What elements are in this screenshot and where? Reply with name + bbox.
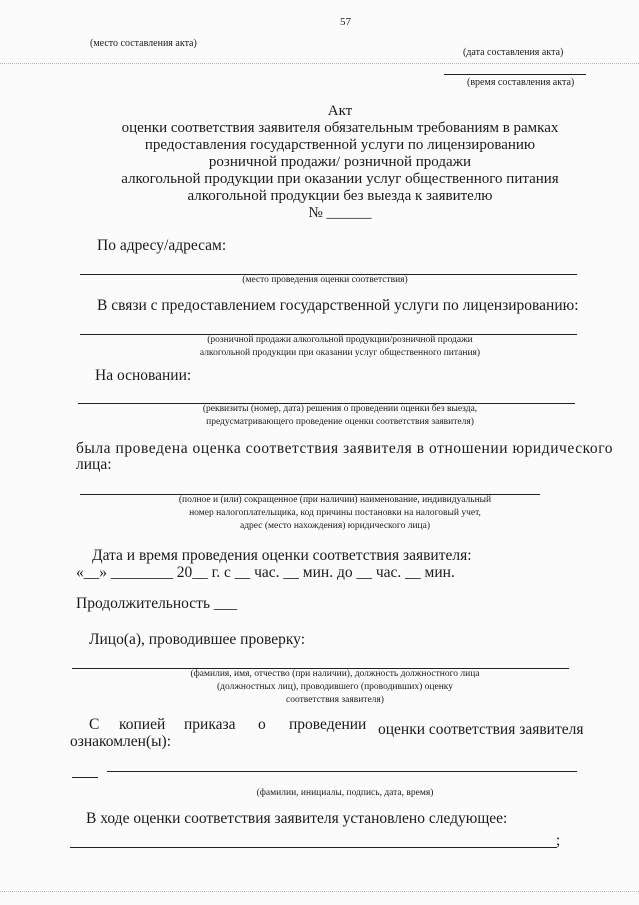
header-rule (0, 63, 639, 64)
entity-caption-line-1: (полное и (или) сокращенное (при наличии) наименование, индивидуальный (178, 495, 492, 505)
date-caption: (дата составления акта) (463, 47, 564, 58)
order-caption: (фамилии, инициалы, подпись, дата, время) (256, 788, 434, 798)
order-word-5: проведении (289, 716, 367, 733)
time-caption: (время составления акта) (467, 77, 575, 88)
service-caption-line-2: алкогольной продукции при оказании услуг общественного питания) (199, 348, 481, 358)
place-caption: (место составления акта) (90, 38, 197, 49)
title-line-6: алкогольной продукции без выезда к заявителю (187, 188, 493, 204)
title-line-5: алкогольной продукции при оказании услуг общественного питания (121, 171, 559, 187)
order-word-4: о (258, 716, 266, 733)
title-line-2: оценки соответствия заявителя обязательным требованиям в рамках (121, 120, 559, 136)
order-word-2: копией (119, 716, 166, 733)
order-line-2: ознакомлен(ы): (70, 733, 172, 750)
entity-caption (150, 494, 520, 533)
order-short-line (72, 777, 98, 778)
datetime-label: Дата и время проведения оценки соответствия заявителя: (92, 547, 472, 564)
service-caption (160, 334, 520, 360)
title-line-3: предоставления государственной услуги по лицензированию (144, 137, 536, 153)
entity-caption-line-3: адрес (место нахождения) юридического лица) (240, 521, 430, 531)
title-line-7: № ______ (308, 205, 372, 221)
page-number: 57 (340, 16, 351, 28)
findings-label: В ходе оценки соответствия заявителя установлено следующее: (86, 810, 508, 827)
inspector-caption-line-2: (должностных лиц), проводившего (проводивших) оценку (216, 682, 454, 692)
inspector-caption (150, 668, 520, 707)
order-word-3: приказа (184, 716, 236, 733)
entity-caption-line-2: номер налогоплательщика, код причины постановки на налоговый учет, (189, 508, 481, 518)
order-word-1: С (89, 716, 100, 733)
service-label: В связи с предоставлением государственной услуги по лицензированию: (97, 297, 579, 314)
order-word-6: оценки соответствия заявителя (378, 721, 584, 738)
document-title (60, 103, 620, 222)
findings-line (70, 847, 557, 848)
basis-caption-line-2: предусматривающего проведение оценки соответствия заявителя) (206, 417, 474, 427)
time-line (444, 74, 586, 75)
basis-caption-line-1: (реквизиты (номер, дата) решения о проведении оценки без выезда, (202, 404, 478, 414)
basis-label: На основании: (95, 367, 192, 384)
duration-label: Продолжительность ___ (76, 595, 238, 612)
address-caption: (место проведения оценки соответствия) (242, 275, 408, 285)
service-caption-line-1: (розничной продажи алкогольной продукции/розничной продажи (207, 335, 473, 345)
order-signature-line (107, 771, 577, 772)
datetime-fields: «__» ________ 20__ г. с __ час. __ мин. до __ час. __ мин. (76, 564, 455, 581)
inspector-label: Лицо(а), проводившее проверку: (89, 631, 306, 648)
title-line-4: розничной продажи/ розничной продажи (208, 154, 472, 170)
title-line-1: Акт (327, 103, 353, 119)
footer-rule (0, 891, 639, 892)
entity-line-2: лица: (76, 456, 112, 473)
inspector-caption-line-1: (фамилия, имя, отчество (при наличии), должность должностного лица (190, 669, 480, 679)
address-label: По адресу/адресам: (97, 237, 227, 254)
inspector-caption-line-3: соответствия заявителя) (286, 695, 384, 705)
entity-line-1: была проведена оценка соответствия заявителя в отношении юридического (76, 440, 614, 457)
basis-caption (160, 403, 520, 429)
findings-end-mark: ; (556, 832, 561, 849)
